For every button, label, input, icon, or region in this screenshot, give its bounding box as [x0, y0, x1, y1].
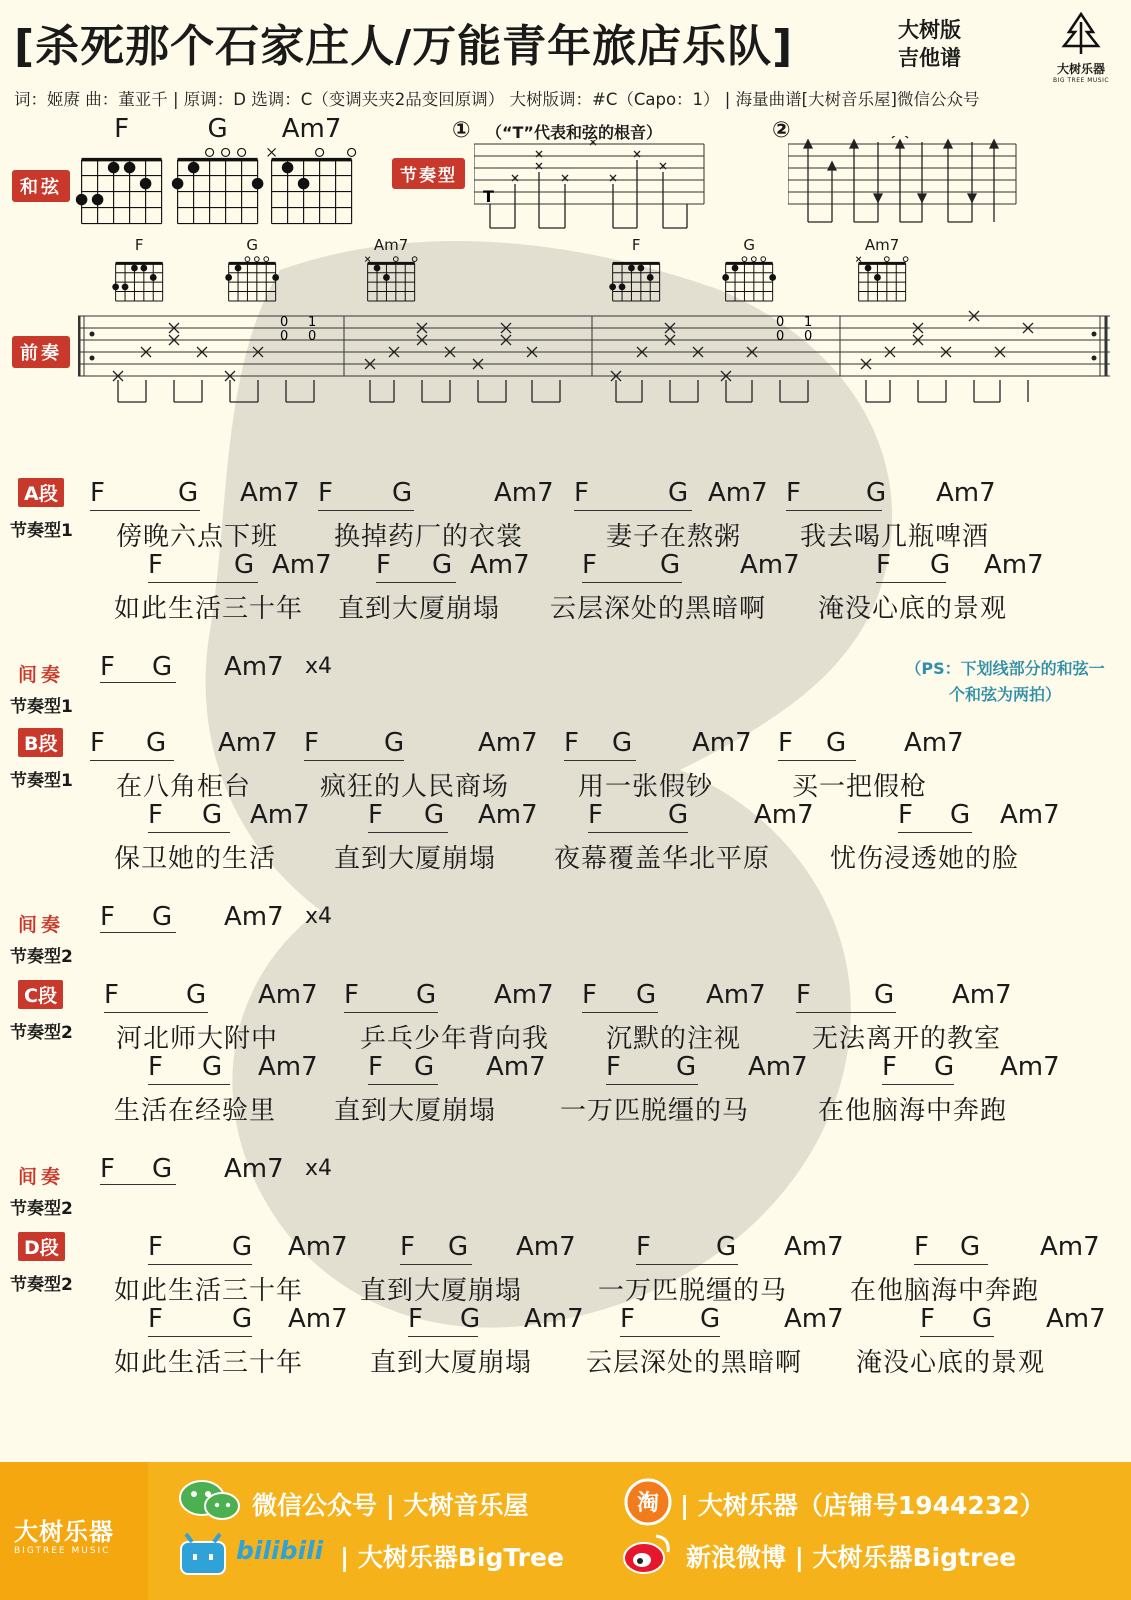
chord-underline-C1-1 — [368, 1084, 438, 1085]
chord-B0-8: Am7 — [692, 728, 752, 758]
chord-B1-10: G — [950, 800, 971, 830]
chord-C1-5: Am7 — [486, 1052, 546, 1082]
chord-C0-7: G — [636, 980, 657, 1010]
chord-B0-2: Am7 — [218, 728, 278, 758]
section-rhythm-D: 节奏型2 — [10, 1275, 73, 1295]
weibo-icon — [622, 1530, 674, 1576]
section-label-A: A段 — [18, 478, 64, 507]
chord-underline-C1-3 — [882, 1084, 954, 1085]
chord-D1-3: F — [408, 1304, 423, 1334]
chord-D1-10: G — [972, 1304, 993, 1334]
pattern1-note: （“T”代表和弦的根音） — [486, 123, 662, 142]
interlude-chord-0-2: Am7 — [224, 652, 284, 682]
credits-line: 词：姬赓 曲：董亚千 | 原调：D 选调：C（变调夹夹2品变回原调） 大树版调：#C（Capo：1） | 海量曲谱[大树音乐屋]微信公众号 — [14, 90, 980, 109]
top-chord-diagram-2 — [262, 142, 361, 228]
rhythm-pattern-2 — [788, 136, 1018, 226]
top-chord-name-2: Am7 — [281, 114, 342, 144]
footer-taobao[interactable]: | 大树乐器（店铺号1944232） — [680, 1491, 1045, 1520]
intro-chord-2 — [362, 238, 420, 308]
chord-underline-A1-2 — [582, 582, 682, 583]
chord-underline-A1-3 — [876, 582, 946, 583]
top-chord-0 — [72, 116, 171, 232]
chord-C1-0: F — [148, 1052, 163, 1082]
chord-underline-A0-1 — [318, 510, 414, 511]
chord-underline-A0-3 — [786, 510, 882, 511]
chord-underline-D1-3 — [920, 1336, 994, 1337]
chord-C1-3: F — [368, 1052, 383, 1082]
intro-chord-1 — [223, 238, 281, 308]
chord-A1-8: Am7 — [740, 550, 800, 580]
lyric-B1-0: 保卫她的生活 — [114, 844, 277, 874]
lyric-A0-3: 我去喝几瓶啤酒 — [800, 522, 990, 552]
fret-1-a: 1 — [308, 315, 317, 330]
interlude-repeat-0: x4 — [305, 654, 333, 679]
footer-bilibili[interactable]: | 大树乐器BigTree — [340, 1543, 564, 1572]
intro-chord-diagram-4 — [720, 253, 778, 304]
taobao-icon — [624, 1478, 672, 1526]
lyric-B0-2: 用一张假钞 — [578, 772, 714, 802]
chord-D0-7: G — [716, 1232, 737, 1262]
chord-D1-5: Am7 — [524, 1304, 584, 1334]
chord-D0-11: Am7 — [1040, 1232, 1100, 1262]
chord-B1-2: Am7 — [250, 800, 310, 830]
chord-A0-5: Am7 — [494, 478, 554, 508]
chord-underline-C0-3 — [796, 1012, 896, 1013]
chord-C1-2: Am7 — [258, 1052, 318, 1082]
chord-underline-B0-2 — [564, 760, 636, 761]
chord-B0-0: F — [90, 728, 105, 758]
edition-line2: 吉他谱 — [898, 46, 961, 70]
footer-wechat[interactable]: 微信公众号 | 大树音乐屋 — [252, 1491, 529, 1520]
intro-chord-name-5: Am7 — [864, 236, 900, 254]
chord-C0-0: F — [104, 980, 119, 1010]
chord-D0-10: G — [960, 1232, 981, 1262]
interlude-label-0: 间奏 — [18, 664, 65, 686]
lyric-C1-1: 直到大厦崩塌 — [334, 1096, 497, 1126]
taobao-icon-char: 淘 — [636, 1491, 660, 1516]
section-label-B: B段 — [18, 728, 63, 757]
chord-B0-3: F — [304, 728, 319, 758]
interlude-underline-1 — [100, 932, 176, 933]
lyric-C1-0: 生活在经验里 — [114, 1096, 277, 1126]
lyric-A0-1: 换掉药厂的衣裳 — [334, 522, 524, 552]
chord-A0-2: Am7 — [240, 478, 300, 508]
chord-underline-C1-0 — [148, 1084, 230, 1085]
fret-1-b: 1 — [804, 315, 813, 330]
chord-D0-3: F — [400, 1232, 415, 1262]
fret-0-b: 0 — [280, 329, 289, 344]
interlude-rhythm-1: 节奏型2 — [10, 947, 73, 967]
intro-label: 前奏 — [12, 336, 70, 368]
interlude-rhythm-0: 节奏型1 — [10, 697, 73, 717]
chord-A0-6: F — [574, 478, 589, 508]
chord-underline-D1-1 — [408, 1336, 478, 1337]
interlude-chord-1-0: F — [100, 902, 115, 932]
interlude-repeat-2: x4 — [305, 1156, 333, 1181]
lyric-A1-0: 如此生活三十年 — [114, 594, 304, 624]
intro-chord-name-2: Am7 — [373, 236, 409, 254]
song-title: [杀死那个石家庄人/万能青年旅店乐队] — [14, 21, 794, 72]
pattern2-number: ② — [772, 118, 791, 143]
chord-underline-B0-0 — [90, 760, 174, 761]
chord-A1-2: Am7 — [272, 550, 332, 580]
tree-icon — [1056, 12, 1106, 56]
pattern1-root: T — [483, 187, 494, 206]
chord-C0-5: Am7 — [494, 980, 554, 1010]
chord-B0-10: G — [826, 728, 847, 758]
chord-C0-11: Am7 — [952, 980, 1012, 1010]
chord-D1-0: F — [148, 1304, 163, 1334]
chord-underline-D0-1 — [400, 1264, 472, 1265]
chord-B1-5: Am7 — [478, 800, 538, 830]
chord-C1-11: Am7 — [1000, 1052, 1060, 1082]
chord-D1-8: Am7 — [784, 1304, 844, 1334]
chord-B1-11: Am7 — [1000, 800, 1060, 830]
lyric-B1-2: 夜幕覆盖华北平原 — [554, 844, 771, 874]
fret-0-d: 0 — [776, 315, 785, 330]
top-chord-2 — [262, 116, 361, 232]
chord-A1-9: F — [876, 550, 891, 580]
chord-B1-3: F — [368, 800, 383, 830]
chord-A0-7: G — [668, 478, 689, 508]
chord-B0-4: G — [384, 728, 405, 758]
chord-C0-9: F — [796, 980, 811, 1010]
intro-chord-name-3: F — [631, 236, 641, 254]
lyric-D1-0: 如此生活三十年 — [114, 1348, 304, 1378]
chord-underline-A1-1 — [376, 582, 456, 583]
fret-0-a: 0 — [280, 315, 289, 330]
chord-underline-A0-0 — [90, 510, 200, 511]
chord-underline-D0-0 — [148, 1264, 252, 1265]
chord-D0-1: G — [232, 1232, 253, 1262]
chord-underline-D1-0 — [148, 1336, 252, 1337]
lyric-A1-3: 淹没心底的景观 — [818, 594, 1008, 624]
chord-underline-D0-2 — [636, 1264, 738, 1265]
chord-B0-1: G — [146, 728, 167, 758]
chord-D0-0: F — [148, 1232, 163, 1262]
footer-logo-brand: 大树乐器 — [14, 1518, 114, 1546]
chord-underline-B1-0 — [148, 832, 230, 833]
interlude-chord-2-2: Am7 — [224, 1154, 284, 1184]
chord-B1-1: G — [202, 800, 223, 830]
lyric-B0-3: 买一把假枪 — [792, 772, 928, 802]
top-chord-diagram-1 — [168, 142, 267, 228]
chord-D1-1: G — [232, 1304, 253, 1334]
lyric-D1-1: 直到大厦崩塌 — [370, 1348, 533, 1378]
chord-C0-4: G — [416, 980, 437, 1010]
fret-0-e: 0 — [776, 329, 785, 344]
chord-underline-D0-3 — [914, 1264, 988, 1265]
rhythm-label: 节奏型 — [392, 158, 465, 189]
lyric-D0-2: 一万匹脱缰的马 — [598, 1276, 788, 1306]
top-chord-name-0: F — [114, 114, 130, 144]
interlude-chord-0-1: G — [152, 652, 173, 682]
chord-B0-11: Am7 — [904, 728, 964, 758]
chord-A0-9: F — [786, 478, 801, 508]
intro-staff-lines — [78, 316, 1110, 376]
chord-B0-9: F — [778, 728, 793, 758]
chord-A1-10: G — [930, 550, 951, 580]
bilibili-tv-icon — [178, 1532, 230, 1576]
chord-D0-2: Am7 — [288, 1232, 348, 1262]
interlude-chord-1-1: G — [152, 902, 173, 932]
section-rhythm-C: 节奏型2 — [10, 1023, 73, 1043]
chord-C0-10: G — [874, 980, 895, 1010]
interlude-underline-0 — [100, 682, 176, 683]
footer-bar — [0, 1462, 1131, 1600]
chord-B0-5: Am7 — [478, 728, 538, 758]
lyric-C0-2: 沉默的注视 — [606, 1024, 742, 1054]
intro-chord-4 — [720, 238, 778, 308]
chord-underline-C0-1 — [344, 1012, 438, 1013]
chord-underline-D1-2 — [620, 1336, 720, 1337]
chord-D1-11: Am7 — [1046, 1304, 1106, 1334]
lyric-B1-1: 直到大厦崩塌 — [334, 844, 497, 874]
chord-A0-10: G — [866, 478, 887, 508]
lyric-C0-0: 河北师大附中 — [116, 1024, 279, 1054]
chord-D1-6: F — [620, 1304, 635, 1334]
chord-B1-4: G — [424, 800, 445, 830]
chord-A1-6: F — [582, 550, 597, 580]
lyric-B0-0: 在八角柜台 — [116, 772, 252, 802]
chord-underline-B1-3 — [898, 832, 972, 833]
chord-C1-9: F — [882, 1052, 897, 1082]
chord-B1-0: F — [148, 800, 163, 830]
lyric-A1-1: 直到大厦崩塌 — [338, 594, 501, 624]
intro-chord-diagram-1 — [223, 253, 281, 304]
lyric-C0-1: 乒乓少年背向我 — [360, 1024, 550, 1054]
chord-C1-6: F — [606, 1052, 621, 1082]
rhythm-pattern-1 — [474, 140, 706, 232]
footer-logo — [0, 1462, 148, 1600]
fret-0-f: 0 — [804, 329, 813, 344]
top-chord-name-1: G — [207, 114, 228, 144]
chord-underline-C0-0 — [104, 1012, 208, 1013]
lyric-A1-2: 云层深处的黑暗啊 — [550, 594, 767, 624]
chord-underline-B1-1 — [368, 832, 448, 833]
interlude-chord-1-2: Am7 — [224, 902, 284, 932]
intro-chord-3 — [607, 238, 665, 308]
pattern2-staff-lines — [788, 144, 1016, 204]
chord-B0-7: G — [612, 728, 633, 758]
section-rhythm-A: 节奏型1 — [10, 521, 73, 541]
chord-D0-6: F — [636, 1232, 651, 1262]
footer-logo-sub: BIGTREE MUSIC — [14, 1546, 111, 1556]
intro-chord-diagram-3 — [607, 253, 665, 304]
chord-C1-10: G — [934, 1052, 955, 1082]
lyric-D0-1: 直到大厦崩塌 — [360, 1276, 523, 1306]
top-chord-diagram-0 — [72, 142, 171, 228]
chord-underline-A0-2 — [574, 510, 692, 511]
lyric-C0-3: 无法离开的教室 — [812, 1024, 1002, 1054]
lyric-D0-3: 在他脑海中奔跑 — [850, 1276, 1040, 1306]
chord-B1-9: F — [898, 800, 913, 830]
section-label-C: C段 — [18, 980, 63, 1009]
chord-underline-B0-1 — [304, 760, 404, 761]
logo-brand: 大树乐器 — [1056, 62, 1105, 76]
chord-D1-9: F — [920, 1304, 935, 1334]
interlude-chord-2-0: F — [100, 1154, 115, 1184]
chord-underline-C0-2 — [582, 1012, 658, 1013]
chord-D1-7: G — [700, 1304, 721, 1334]
interlude-rhythm-2: 节奏型2 — [10, 1199, 73, 1219]
intro-chord-5 — [853, 238, 911, 308]
chord-A0-1: G — [178, 478, 199, 508]
chord-A1-0: F — [148, 550, 163, 580]
edition-label — [898, 16, 961, 72]
lyric-A0-2: 妻子在熬粥 — [606, 522, 742, 552]
interlude-repeat-1: x4 — [305, 904, 333, 929]
chord-D0-5: Am7 — [516, 1232, 576, 1262]
lyric-A0-0: 傍晚六点下班 — [116, 522, 279, 552]
fret-0-c: 0 — [308, 329, 317, 344]
wechat-icon — [178, 1478, 242, 1522]
bilibili-wordmark: bilibili — [236, 1536, 324, 1565]
lyric-B1-3: 忧伤浸透她的脸 — [830, 844, 1020, 874]
chord-A0-8: Am7 — [708, 478, 768, 508]
chord-C0-6: F — [582, 980, 597, 1010]
chord-A1-11: Am7 — [984, 550, 1044, 580]
chord-D0-4: G — [448, 1232, 469, 1262]
chord-C0-2: Am7 — [258, 980, 318, 1010]
section-rhythm-B: 节奏型1 — [10, 771, 73, 791]
chord-A0-4: G — [392, 478, 413, 508]
top-chord-1 — [168, 116, 267, 232]
pattern1-staff-lines — [474, 144, 704, 204]
chord-B1-7: G — [668, 800, 689, 830]
chord-C0-8: Am7 — [706, 980, 766, 1010]
chord-D1-4: G — [460, 1304, 481, 1334]
footer-weibo[interactable]: 新浪微博 | 大树乐器Bigtree — [686, 1543, 1017, 1572]
chord-C1-8: Am7 — [748, 1052, 808, 1082]
lyric-D1-2: 云层深处的黑暗啊 — [586, 1348, 803, 1378]
chord-A1-5: Am7 — [470, 550, 530, 580]
pattern1-number: ① — [452, 118, 471, 143]
chord-underline-C1-2 — [606, 1084, 698, 1085]
brand-logo — [1046, 12, 1116, 84]
chord-A0-0: F — [90, 478, 105, 508]
chord-B1-6: F — [588, 800, 603, 830]
section-label-D: D段 — [18, 1232, 65, 1261]
interlude-underline-2 — [100, 1184, 176, 1185]
chord-A0-3: F — [318, 478, 333, 508]
intro-chord-diagram-5 — [853, 253, 911, 304]
intro-chord-name-0: F — [134, 236, 144, 254]
chord-underline-A1-0 — [148, 582, 258, 583]
chord-A1-3: F — [376, 550, 391, 580]
edition-line1: 大树版 — [898, 18, 961, 42]
chord-B1-8: Am7 — [754, 800, 814, 830]
chord-C0-3: F — [344, 980, 359, 1010]
chord-A1-1: G — [234, 550, 255, 580]
chord-C1-1: G — [202, 1052, 223, 1082]
intro-chord-diagram-0 — [110, 253, 168, 304]
interlude-chord-2-1: G — [152, 1154, 173, 1184]
chord-label: 和弦 — [12, 170, 70, 202]
intro-chord-name-4: G — [743, 236, 755, 254]
interlude-label-1: 间奏 — [18, 914, 65, 936]
lyric-C1-3: 在他脑海中奔跑 — [818, 1096, 1008, 1126]
chord-D0-8: Am7 — [784, 1232, 844, 1262]
intro-tab — [78, 310, 1112, 410]
pattern2-strokes — [804, 136, 998, 222]
chord-C0-1: G — [186, 980, 207, 1010]
chord-C1-7: G — [676, 1052, 697, 1082]
intro-notes — [113, 311, 1033, 402]
interlude-chord-0-0: F — [100, 652, 115, 682]
chord-C1-4: G — [414, 1052, 435, 1082]
chord-underline-B1-2 — [588, 832, 688, 833]
intro-chord-0 — [110, 238, 168, 308]
chord-A0-11: Am7 — [936, 478, 996, 508]
chord-A1-4: G — [432, 550, 453, 580]
chord-B0-6: F — [564, 728, 579, 758]
pattern1-notes — [490, 140, 687, 228]
lyric-C1-2: 一万匹脱缰的马 — [560, 1096, 750, 1126]
ps-note: （PS：下划线部分的和弦一个和弦为两拍） — [905, 659, 1105, 704]
chord-D1-2: Am7 — [288, 1304, 348, 1334]
logo-sub: BIG TREE MUSIC — [1052, 77, 1110, 84]
lyric-B0-1: 疯狂的人民商场 — [320, 772, 510, 802]
intro-chord-name-1: G — [246, 236, 258, 254]
chord-A1-7: G — [660, 550, 681, 580]
chord-underline-B0-3 — [778, 760, 856, 761]
chord-D0-9: F — [914, 1232, 929, 1262]
lyric-D0-0: 如此生活三十年 — [114, 1276, 304, 1306]
interlude-label-2: 间奏 — [18, 1166, 65, 1188]
lyric-D1-3: 淹没心底的景观 — [856, 1348, 1046, 1378]
repeat-dots — [90, 332, 1097, 361]
intro-chord-diagram-2 — [362, 253, 420, 304]
